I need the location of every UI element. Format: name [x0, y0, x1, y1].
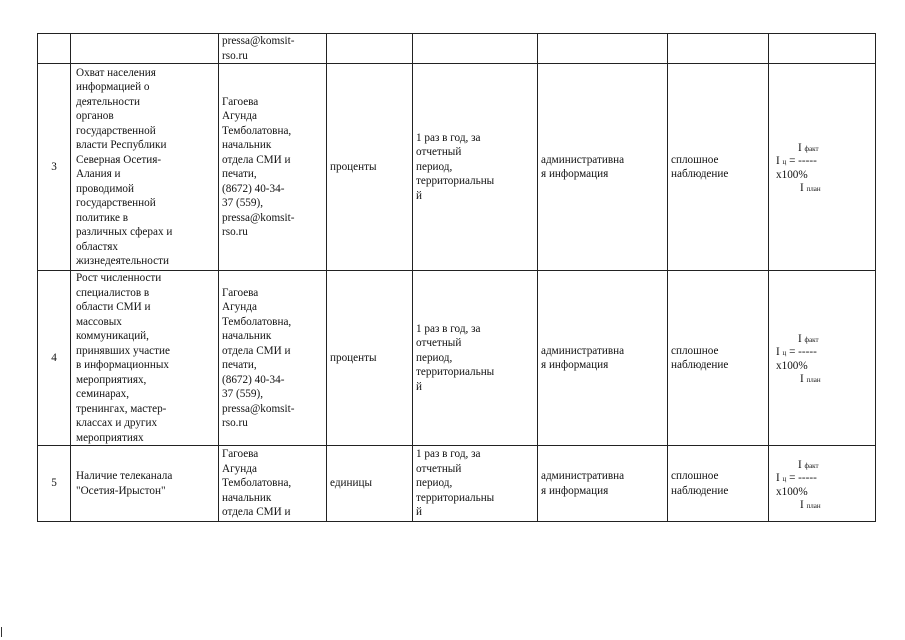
indicator-name: Наличие телеканала "Осетия-Ирыстон" — [71, 446, 219, 522]
collection-method: сплошное наблюдение — [668, 271, 769, 446]
cell-source — [538, 34, 668, 64]
calculation-formula — [769, 271, 876, 446]
formula-symbol: I — [798, 142, 802, 154]
data-source: административна я информация — [538, 271, 668, 446]
formula-subscript-fact: факт — [804, 336, 819, 344]
formula-symbol: I — [798, 333, 802, 345]
indicator-name: Охват населения информацией о деятельности органов государственной власти Республики Северная Осетия- Алания и проводимой государственной политике в различных сферах и областях жизнедеятельности — [71, 64, 219, 271]
formula-subscript-target: ц — [782, 474, 787, 483]
formula-subscript-fact: факт — [804, 461, 819, 470]
cell-unit — [327, 34, 413, 64]
formula-percent: x100% — [776, 360, 808, 372]
unit-of-measure: проценты — [327, 271, 413, 446]
cell-formula — [769, 34, 876, 64]
formula-percent: x100% — [776, 169, 808, 181]
responsible-contact: Гагоева Агунда Темболатовна, начальник отдела СМИ и печати, (8672) 40-34- 37 (559), pressa@komsit- rso.ru — [219, 271, 327, 446]
data-source: административна я информация — [538, 64, 668, 271]
row-number: 3 — [38, 64, 71, 271]
formula-fraction-line: = ----- — [786, 155, 817, 167]
periodicity: 1 раз в год, за отчетный период, территориальны й — [413, 271, 538, 446]
responsible-contact: Гагоева Агунда Темболатовна, начальник отдела СМИ и печати, (8672) 40-34- 37 (559), pressa@komsit- rso.ru — [219, 64, 327, 271]
formula-symbol: I — [800, 373, 804, 385]
cell-name — [71, 34, 219, 64]
periodicity: 1 раз в год, за отчетный период, территориальны й — [413, 64, 538, 271]
formula-fraction-line: = ----- — [786, 471, 817, 484]
indicator-name: Рост численности специалистов в области СМИ и массовых коммуникаций, принявших участие в информационных мероприятиях, семинарах, тренингах, мастер- классах и других мероприятиях — [71, 271, 219, 446]
formula-subscript-plan: план — [806, 185, 821, 193]
formula-symbol: I — [800, 182, 804, 194]
cell-number — [38, 34, 71, 64]
unit-of-measure: проценты — [327, 64, 413, 271]
scan-edge-mark — [1, 627, 2, 637]
formula-subscript-fact: факт — [804, 145, 819, 153]
formula-subscript-plan: план — [806, 376, 821, 384]
collection-method: сплошное наблюдение — [668, 446, 769, 522]
formula-subscript-target: ц — [782, 158, 787, 166]
formula-symbol: I — [776, 471, 780, 484]
table-row-continued — [38, 34, 876, 64]
row-number: 4 — [38, 271, 71, 446]
periodicity: 1 раз в год, за отчетный период, территориальны й — [413, 446, 538, 522]
data-source: административна я информация — [538, 446, 668, 522]
table-row — [38, 271, 876, 446]
responsible-contact: Гагоева Агунда Темболатовна, начальник отдела СМИ и — [219, 446, 327, 522]
cell-contact: pressa@komsit- rso.ru — [219, 34, 327, 64]
cell-periodicity — [413, 34, 538, 64]
formula-subscript-target: ц — [782, 349, 787, 357]
formula-subscript-plan: план — [806, 501, 821, 510]
indicators-table — [37, 33, 876, 522]
formula-symbol: I — [800, 498, 804, 511]
unit-of-measure: единицы — [327, 446, 413, 522]
formula-percent: x100% — [776, 485, 808, 498]
calculation-formula — [769, 446, 876, 522]
calculation-formula — [769, 64, 876, 271]
formula-fraction-line: = ----- — [786, 346, 817, 358]
formula-symbol: I — [776, 346, 780, 358]
row-number: 5 — [38, 446, 71, 522]
collection-method: сплошное наблюдение — [668, 64, 769, 271]
formula-symbol: I — [798, 458, 802, 471]
table-row — [38, 64, 876, 271]
cell-method — [668, 34, 769, 64]
table-row — [38, 446, 876, 522]
formula-symbol: I — [776, 155, 780, 167]
